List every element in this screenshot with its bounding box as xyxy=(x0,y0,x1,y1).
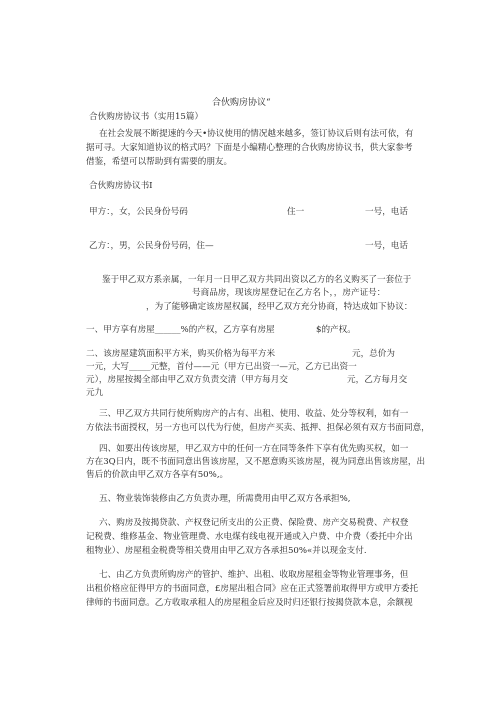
intro-line-1: 在社会发展不断提速的今天•协议使用的情况越来越多，签订协议后则有法可依，有 xyxy=(99,129,414,139)
party-a-left: 甲方：，女，公民身份号码 xyxy=(89,207,188,217)
clause-2-line-3: 元），房屋按揭全部由甲乙双方负责交清（甲方每月交 xyxy=(86,375,288,385)
clause-7-line-3: 律师的书面同意。乙方收取承租人的房屋租金后应及时归还银行按揭贷款本息，余额视 xyxy=(86,598,413,608)
clause-2-line-2: 一元，大写_____元整，首付——元（甲方已出资一—元，乙方已出资一 xyxy=(86,362,357,372)
clause-5: 五、物业装饰装修由乙方负责办理，所需费用由甲乙双方各承担%, xyxy=(99,494,351,504)
recital-line-2: 号商品房，现该房屋登记在乙方名卜，，房产证号： xyxy=(192,288,386,298)
intro-line-3: 借鉴，希望可以帮助到有需要的朋友。 xyxy=(86,157,233,167)
clause-2-line-1-left: 二、该房屋建筑面积平方米，购买价格为每平方米 xyxy=(86,349,276,359)
clause-3-line-2: 方依法书面授权，另一方也可以代为行使，但房产买卖、抵押、担保必须有双方书面同意， xyxy=(86,423,430,433)
clause-7-line-1: 七、由乙方负责所购房产的管护、维护、出租、收取房屋租金等物业管理事务，但 xyxy=(99,570,409,580)
clause-3-line-1: 三、甲乙双方共同行使所购房产的占有、出租、使用、收益、处分等权利，如有一 xyxy=(99,409,409,419)
party-b-right: 一号，电话 xyxy=(365,241,408,251)
intro-line-2: 据可寻。大家知道协议的格式吗？下面是小编精心整理的合伙购房协议书，供大家参考 xyxy=(86,143,413,153)
clause-1-right: $的产权。 xyxy=(316,325,356,335)
section-heading: 合伙购房协议书I xyxy=(89,181,153,191)
clause-4-line-3: 售后的价款由甲乙双方各享有50%,。 xyxy=(86,470,229,480)
clause-6-line-3: 租物业）、房屋租金税费等相关费用由甲乙双方各承担50%«并以现金支付. xyxy=(86,546,367,556)
clause-4-line-2: 方在3Q日内，既不书面同意出售该房屋，又不愿意购买该房屋，视为同意出售该房屋，出 xyxy=(86,457,426,467)
clause-1-left: 一、甲方享有房屋______%的产权，乙方享有房屋 xyxy=(86,325,275,335)
party-b-left: 乙方：，男，公民身份号码，住— xyxy=(89,241,214,251)
document-title: 合伙购房协议“ xyxy=(212,98,271,108)
clause-2-line-1-right: 元，总价为 xyxy=(352,349,395,359)
clause-2-line-4: 元九 xyxy=(86,388,104,398)
clause-7-line-2: 出租价格应征得甲方的书面同意，£房屋出租合同》应在正式签署前取得甲方或甲方委托 xyxy=(86,584,419,594)
party-a-mid: 住一 xyxy=(287,207,305,217)
clause-2-line-3-right: 元，乙方每月交 xyxy=(347,375,408,385)
clause-4-line-1: 四、如要出传该房屋，甲乙双方中的任何一方在同等条件下享有优先购买权，如一 xyxy=(99,444,409,454)
clause-6-line-1: 六、购房及按揭贷款、产权登记所支出的公正费、保险费、房产交易税费、产权登 xyxy=(99,518,409,528)
recital-line-1: 鉴于甲乙双方系亲属，一年月一日甲乙双方共同出资以乙方的名义购买了一套位于 xyxy=(102,275,412,285)
recital-line-3: ，为了能够确定该房屋权属，经甲乙双方充分协商，特达成如下协议： xyxy=(146,302,413,312)
document-subtitle: 合伙购房协议书（实用15篇） xyxy=(89,112,204,122)
party-a-right: 一号，电话 xyxy=(365,207,408,217)
clause-6-line-2: 记税费、维修基金、物业管理费、水电煤有线电视开通或入户费、中介费（委托中介出 xyxy=(86,532,413,542)
